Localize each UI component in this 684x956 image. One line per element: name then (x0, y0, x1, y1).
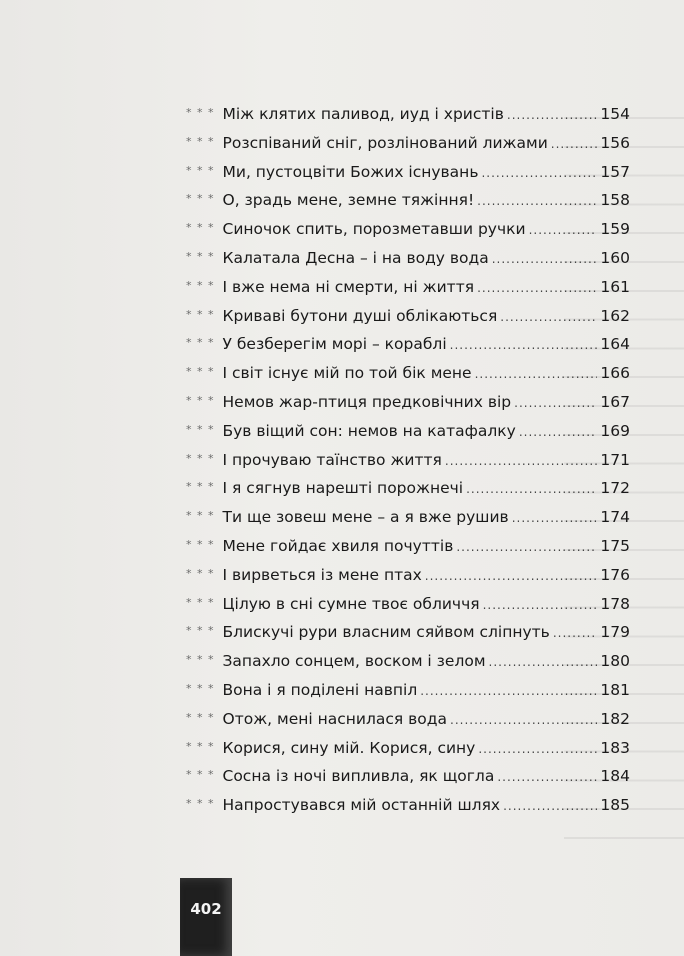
entry-title: Калатала Десна – і на воду вода (222, 248, 489, 267)
asterism-marker: * * * (186, 106, 215, 119)
entry-page-number: 175 (600, 536, 630, 555)
entry-title: І я сягнув нарешті порожнечі (222, 479, 464, 498)
page-number: 402 (190, 900, 222, 918)
dot-leader (425, 562, 598, 591)
entry-page-number: 154 (600, 105, 630, 123)
dot-leader (477, 187, 597, 216)
dot-leader (512, 504, 598, 533)
toc-entry (186, 503, 630, 532)
entry-title: Ми, пустоцвіти Божих існувань (222, 162, 479, 181)
toc-entry (186, 618, 630, 647)
asterism-marker: * * * (186, 710, 215, 724)
entry-title: Синочок спить, порозметавши ручки (222, 220, 526, 239)
entry-title: Між клятих паливод, иуд і христів (222, 105, 504, 123)
toc-entry (186, 734, 630, 763)
entry-title: Напростувався мій останній шлях (222, 796, 501, 815)
dot-leader (456, 533, 597, 562)
dot-leader (507, 101, 598, 130)
toc-entry (186, 590, 630, 619)
dot-leader (500, 303, 597, 332)
toc-entry (186, 359, 630, 388)
entry-page-number: 156 (600, 133, 630, 152)
asterism-marker: * * * (186, 365, 215, 379)
dot-leader (420, 677, 597, 706)
entry-title: Ти ще зовеш мене – а я вже рушив (222, 508, 509, 527)
dot-leader (450, 331, 598, 360)
entry-title: Криваві бутони душі облікаються (222, 306, 498, 325)
dot-leader (489, 648, 598, 677)
asterism-marker: * * * (186, 480, 215, 494)
entry-page-number: 161 (600, 277, 630, 296)
asterism-marker: * * * (186, 739, 215, 753)
dot-leader (466, 475, 597, 504)
entry-page-number: 171 (600, 450, 630, 469)
asterism-marker: * * * (186, 509, 215, 523)
dot-leader (553, 619, 598, 648)
entry-title: Корися, сину мій. Корися, сину (222, 738, 476, 757)
toc-entry (186, 676, 630, 705)
entry-page-number: 167 (600, 392, 630, 411)
entry-page-number: 180 (600, 652, 630, 671)
asterism-marker: * * * (186, 393, 215, 407)
dot-leader (450, 706, 597, 735)
dot-leader (445, 447, 598, 476)
asterism-marker: * * * (186, 537, 215, 551)
dot-leader (492, 245, 598, 274)
asterism-marker: * * * (186, 595, 215, 609)
entry-page-number: 184 (600, 767, 630, 786)
asterism-marker: * * * (186, 336, 215, 350)
toc-entry (186, 474, 630, 503)
entry-page-number: 160 (600, 248, 630, 267)
toc-entry (186, 100, 630, 129)
entry-page-number: 181 (600, 680, 630, 699)
entry-page-number: 176 (600, 565, 630, 584)
dot-leader (497, 763, 597, 792)
dot-leader (519, 418, 598, 447)
entry-title: Розспіваний сніг, розлінований лижами (222, 133, 548, 152)
toc-entry (186, 388, 630, 417)
entry-title: Вона і я поділені навпіл (222, 680, 418, 699)
toc-entry (186, 244, 630, 273)
toc-entry (186, 791, 630, 820)
entry-title: Запахло сонцем, воском і зелом (222, 652, 486, 671)
entry-page-number: 179 (600, 623, 630, 642)
entry-title: І вже нема ні смерти, ні життя (222, 277, 475, 296)
toc-entry (186, 446, 630, 475)
entry-title: У безберегім морі – кораблі (222, 335, 447, 354)
entry-page-number: 182 (600, 709, 630, 728)
toc-entry (186, 532, 630, 561)
entry-page-number: 172 (600, 479, 630, 498)
entry-title: Сосна із ночі випливла, як щогла (222, 767, 495, 786)
dot-leader (481, 159, 597, 188)
toc-entry (186, 330, 630, 359)
entry-page-number: 178 (600, 594, 630, 613)
dot-leader (475, 360, 598, 389)
dot-leader (483, 591, 598, 620)
entry-title: Немов жар-птиця предковічних вір (222, 392, 512, 411)
entry-title: О, зрадь мене, земне тяжіння! (222, 191, 475, 210)
entry-page-number: 162 (600, 306, 630, 325)
entry-title: І світ існує мій по той бік мене (222, 364, 472, 383)
asterism-marker: * * * (186, 278, 215, 292)
toc-entry (186, 647, 630, 676)
asterism-marker: * * * (186, 653, 215, 667)
entry-title: Блискучі рури власним сяйвом сліпнуть (222, 623, 550, 642)
dot-leader (503, 792, 597, 821)
folio-tab (180, 878, 232, 956)
entry-page-number: 183 (600, 738, 630, 757)
asterism-marker: * * * (186, 221, 215, 235)
entry-title: Отож, мені наснилася вода (222, 709, 448, 728)
toc-entry (186, 302, 630, 331)
entry-page-number: 158 (600, 191, 630, 210)
table-of-contents (186, 100, 630, 820)
toc-entry (186, 158, 630, 187)
toc-entry (186, 417, 630, 446)
toc-entry (186, 561, 630, 590)
asterism-marker: * * * (186, 797, 215, 811)
entry-page-number: 157 (600, 162, 630, 181)
entry-title: Цілую в сні сумне твоє обличчя (222, 594, 480, 613)
entry-page-number: 169 (600, 421, 630, 440)
dot-leader (477, 274, 597, 303)
toc-entry (186, 186, 630, 215)
dot-leader (478, 735, 597, 764)
toc-entry (186, 705, 630, 734)
asterism-marker: * * * (186, 624, 215, 638)
toc-entry (186, 273, 630, 302)
asterism-marker: * * * (186, 192, 215, 206)
asterism-marker: * * * (186, 422, 215, 436)
asterism-marker: * * * (186, 566, 215, 580)
asterism-marker: * * * (186, 768, 215, 782)
entry-page-number: 166 (600, 364, 630, 383)
entry-title: І прочуваю таїнство життя (222, 450, 442, 469)
toc-entry (186, 762, 630, 791)
entry-page-number: 159 (600, 220, 630, 239)
asterism-marker: * * * (186, 134, 215, 148)
entry-title: Мене гойдає хвиля почуттів (222, 536, 454, 555)
asterism-marker: * * * (186, 451, 215, 465)
dot-leader (551, 130, 598, 159)
asterism-marker: * * * (186, 163, 215, 177)
entry-title: Був віщий сон: немов на катафалку (222, 421, 516, 440)
asterism-marker: * * * (186, 249, 215, 263)
entry-page-number: 185 (600, 796, 630, 815)
entry-page-number: 174 (600, 508, 630, 527)
asterism-marker: * * * (186, 307, 215, 321)
entry-title: І вирветься із мене птах (222, 565, 422, 584)
entry-page-number: 164 (600, 335, 630, 354)
toc-entry (186, 215, 630, 244)
asterism-marker: * * * (186, 681, 215, 695)
dot-leader (514, 389, 597, 418)
toc-entry (186, 129, 630, 158)
dot-leader (529, 216, 598, 245)
